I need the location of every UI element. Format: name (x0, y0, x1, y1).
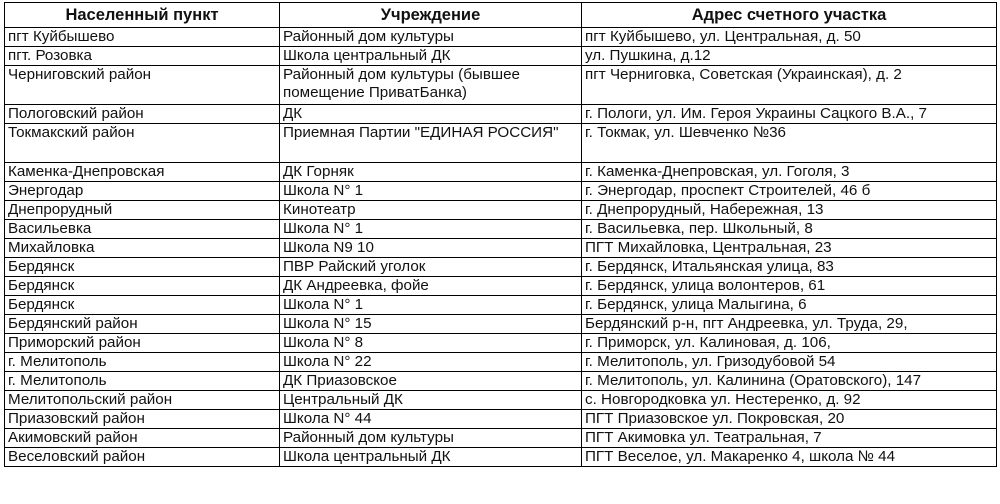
cell-address: г. Днепрорудный, Набережная, 13 (582, 201, 997, 220)
cell-address: г. Бердянск, улица волонтеров, 61 (582, 277, 997, 296)
table-row (5, 220, 997, 239)
table-row (5, 410, 997, 429)
cell-place: Васильевка (5, 220, 280, 239)
table-row (5, 105, 997, 124)
cell-institution: Кинотеатр (280, 201, 582, 220)
cell-institution: ДК Горняк (280, 163, 582, 182)
cell-address: Бердянский р-н, пгт Андреевка, ул. Труда, 29, (582, 315, 997, 334)
cell-place: Энергодар (5, 182, 280, 201)
cell-place: Веселовский район (5, 448, 280, 467)
cell-place: г. Мелитополь (5, 372, 280, 391)
cell-institution: Школа центральный ДК (280, 47, 582, 66)
cell-address: г. Приморск, ул. Калиновая, д. 106, (582, 334, 997, 353)
cell-place: Приморский район (5, 334, 280, 353)
cell-place: пгт Куйбышево (5, 28, 280, 47)
cell-address: г. Пологи, ул. Им. Героя Украины Сацкого В.А., 7 (582, 105, 997, 124)
cell-institution: ДК Андреевка, фойе (280, 277, 582, 296)
cell-address: ПГТ Михайловка, Центральная, 23 (582, 239, 997, 258)
cell-institution: Районный дом культуры (280, 429, 582, 448)
table-row (5, 429, 997, 448)
cell-place: Мелитопольский район (5, 391, 280, 410)
cell-address: с. Новгородковка ул. Нестеренко, д. 92 (582, 391, 997, 410)
cell-place: Бердянск (5, 296, 280, 315)
cell-place: Бердянск (5, 258, 280, 277)
cell-address: ПГТ Веселое, ул. Макаренко 4, школа № 44 (582, 448, 997, 467)
cell-institution: ДК Приазовское (280, 372, 582, 391)
cell-institution: Школа N° 8 (280, 334, 582, 353)
cell-institution: Школа N° 15 (280, 315, 582, 334)
cell-institution: Районный дом культуры (280, 28, 582, 47)
polling-stations-table-wrapper (4, 2, 996, 467)
header-place: Населенный пункт (5, 3, 280, 28)
cell-place: Каменка-Днепровская (5, 163, 280, 182)
cell-institution: Школа центральный ДК (280, 448, 582, 467)
cell-address: ПГТ Приазовское ул. Покровская, 20 (582, 410, 997, 429)
cell-place: Пологовский район (5, 105, 280, 124)
cell-address: ПГТ Акимовка ул. Театральная, 7 (582, 429, 997, 448)
polling-stations-table (4, 2, 997, 467)
cell-address: г. Токмак, ул. Шевченко №36 (582, 124, 997, 163)
table-row (5, 448, 997, 467)
cell-institution: Районный дом культуры (бывшее помещение ПриватБанка) (280, 66, 582, 105)
cell-address: г. Бердянск, улица Малыгина, 6 (582, 296, 997, 315)
table-row (5, 334, 997, 353)
table-row (5, 47, 997, 66)
cell-institution: Школа N° 22 (280, 353, 582, 372)
table-row (5, 353, 997, 372)
table-row (5, 182, 997, 201)
cell-institution: Школа N° 44 (280, 410, 582, 429)
cell-institution: Приемная Партии "ЕДИНАЯ РОССИЯ" (280, 124, 582, 163)
cell-institution: ДК (280, 105, 582, 124)
table-row (5, 296, 997, 315)
cell-place: Приазовский район (5, 410, 280, 429)
cell-institution: Школа N° 1 (280, 182, 582, 201)
table-row (5, 315, 997, 334)
cell-place: г. Мелитополь (5, 353, 280, 372)
table-row (5, 66, 997, 105)
table-row (5, 201, 997, 220)
table-row (5, 372, 997, 391)
cell-place: Акимовский район (5, 429, 280, 448)
cell-place: Черниговский район (5, 66, 280, 105)
cell-address: г. Бердянск, Итальянская улица, 83 (582, 258, 997, 277)
table-header-row (5, 3, 997, 28)
header-institution: Учреждение (280, 3, 582, 28)
table-row (5, 258, 997, 277)
cell-address: г. Каменка-Днепровская, ул. Гоголя, 3 (582, 163, 997, 182)
table-row (5, 124, 997, 163)
cell-institution: Центральный ДК (280, 391, 582, 410)
header-address: Адрес счетного участка (582, 3, 997, 28)
cell-address: г. Васильевка, пер. Школьный, 8 (582, 220, 997, 239)
cell-place: Бердянский район (5, 315, 280, 334)
cell-address: пгт Черниговка, Советская (Украинская), д. 2 (582, 66, 997, 105)
cell-address: пгт Куйбышево, ул. Центральная, д. 50 (582, 28, 997, 47)
cell-place: Михайловка (5, 239, 280, 258)
cell-institution: Школа N9 10 (280, 239, 582, 258)
cell-institution: ПВР Райский уголок (280, 258, 582, 277)
cell-address: г. Мелитополь, ул. Калинина (Оратовского), 147 (582, 372, 997, 391)
cell-place: Днепрорудный (5, 201, 280, 220)
cell-place: Бердянск (5, 277, 280, 296)
cell-address: г. Энергодар, проспект Строителей, 46 б (582, 182, 997, 201)
cell-institution: Школа N° 1 (280, 220, 582, 239)
cell-address: г. Мелитополь, ул. Гризодубовой 54 (582, 353, 997, 372)
cell-place: пгт. Розовка (5, 47, 280, 66)
table-row (5, 28, 997, 47)
table-row (5, 163, 997, 182)
cell-place: Токмакский район (5, 124, 280, 163)
table-row (5, 239, 997, 258)
cell-institution: Школа N° 1 (280, 296, 582, 315)
table-row (5, 391, 997, 410)
cell-address: ул. Пушкина, д.12 (582, 47, 997, 66)
table-row (5, 277, 997, 296)
